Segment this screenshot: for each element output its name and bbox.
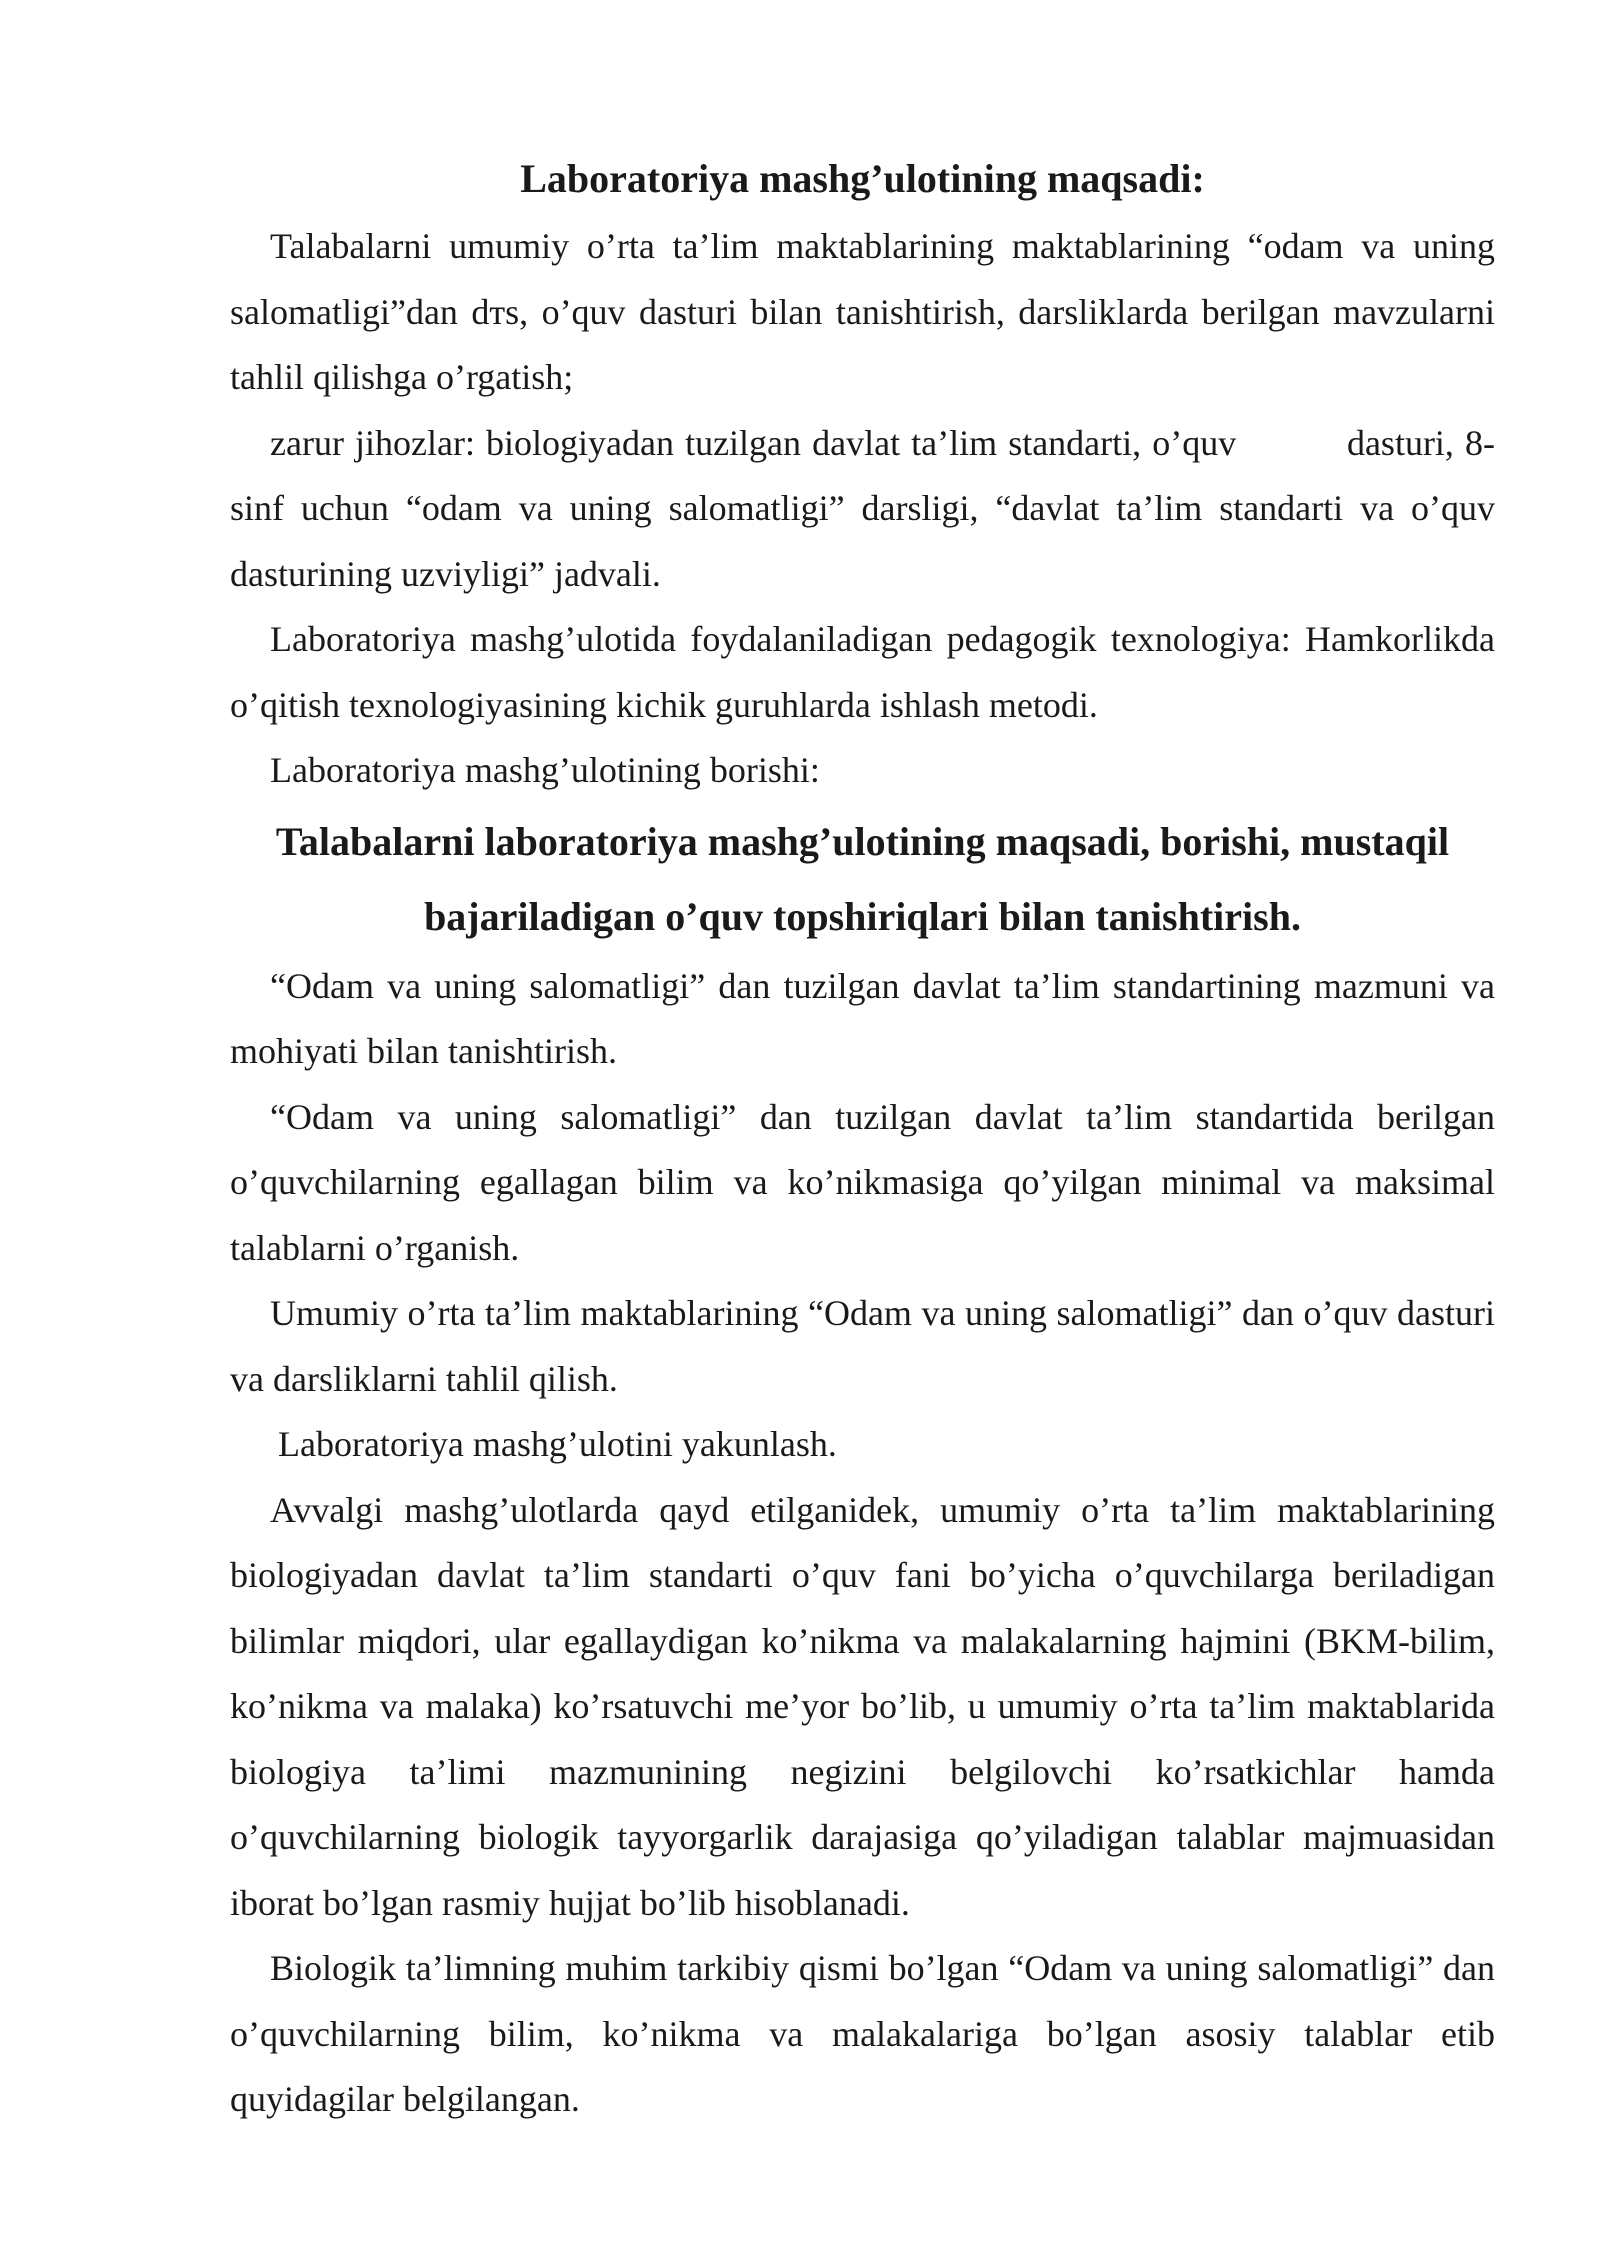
section-subheading: Talabalarni laboratoriya mashg’ulotining maqsadi, borishi, mustaqil bajariladigan o’quv topshiriqlari bilan tanishtirish.	[275, 818, 1450, 939]
paragraph-technology: Laboratoriya mashg’ulotida foydalaniladigan pedagogik texnologiya: Hamkorlikda o’qitish texnologiyasining kichik guruhlarda ishlash metodi.	[230, 619, 1495, 725]
paragraph-goal: Talabalarni umumiy o’rta ta’lim maktablarining maktablarining “odam va uning salomatligi”dan dтs, o’quv dasturi bilan tanishtirish, darsliklarda berilgan mavzularni tahlil qilishga o’rgatish;	[230, 226, 1495, 397]
paragraph-step-2: “Odam va uning salomatligi” dan tuzilgan davlat ta’lim standartida berilgan o’quvchilarning egallagan bilim va ko’nikmasiga qo’yilgan minimal va maksimal talablarni o’rganish.	[230, 1096, 1495, 1268]
paragraph-body-2: Biologik ta’limning muhim tarkibiy qismi bo’lgan “Odam va uning salomatligi” dan o’quvchilarning bilim, ko’nikma va malakalariga bo’lgan asosiy talablar etib quyidagilar belgilangan.	[230, 1948, 1495, 2119]
paragraph-equipment: zarur jihozlar: biologiyadan tuzilgan davlat ta’lim standarti, o’quv dasturi, 8-sinf uchun “odam va uning salomatligi” darsligi, “davlat ta’lim standarti va o’quv dasturining uzviyligi” jadvali.	[230, 422, 1504, 594]
paragraph-step-4: Laboratoriya mashg’ulotini yakunlash.	[278, 1424, 837, 1464]
paragraph-step-3: Umumiy o’rta ta’lim maktablarining “Odam va uning salomatligi” dan o’quv dasturi va darsliklarni tahlil qilish.	[230, 1293, 1495, 1399]
paragraph-body-1: Avvalgi mashg’ulotlarda qayd etilganidek, umumiy o’rta ta’lim maktablarining biologiyadan davlat ta’lim standarti o’quv fani bo’yicha o’quvchilarga beriladigan bilimlar miqdori, ular egallaydigan ko’nikma va malakalarning hajmini (BKM-bilim, ko’nikma va malaka) ko’rsatuvchi me’yor bo’lib, u umumiy o’rta ta’lim maktablarida biologiya ta’limi mazmunining negizini belgilovchi ko’rsatkichlar hamda o’quvchilarning biologik tayyorgarlik darajasiga qo’yiladigan talablar majmuasidan iborat bo’lgan rasmiy hujjat bo’lib hisoblanadi.	[230, 1489, 1495, 1923]
document-page	[230, 150, 1504, 2133]
paragraph-step-1: “Odam va uning salomatligi” dan tuzilgan davlat ta’lim standartining mazmuni va mohiyati bilan tanishtirish.	[230, 965, 1495, 1071]
paragraph-process-label: Laboratoriya mashg’ulotining borishi:	[270, 750, 820, 790]
document-title: Laboratoriya mashg’ulotining maqsadi:	[520, 156, 1205, 201]
